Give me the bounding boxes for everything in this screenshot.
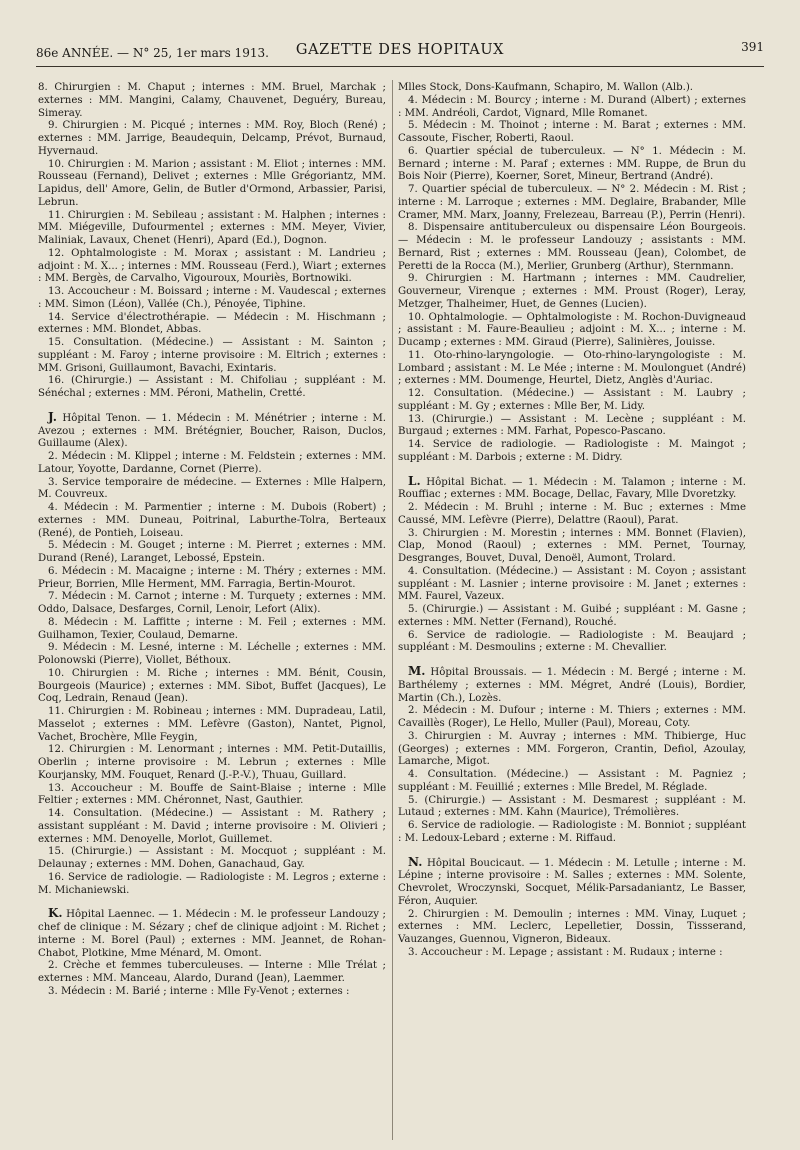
service-entry xyxy=(38,210,386,248)
service-entry xyxy=(398,947,746,960)
entry-text: 4. Consultation. (Médecine.) — Assistant : M. Pagniez ; suppléant : M. Feuillié ; externes : Mlle Bredel, M. Réglade. xyxy=(398,769,746,793)
entry-text: 2. Médecin : M. Klippel ; interne : M. Feldstein ; externes : MM. Latour, Yoyotte, Dardanne, Cornet (Pierre). xyxy=(38,451,386,475)
service-entry xyxy=(38,744,386,782)
entry-text: 16. (Chirurgie.) — Assistant : M. Chifoliau ; suppléant : M. Sénéchal ; externes : MM. Péroni, Mathelin, Cretté. xyxy=(38,375,386,399)
service-entry xyxy=(38,451,386,477)
entry-text: 15. (Chirurgie.) — Assistant : M. Mocquot ; suppléant : M. Delaunay ; externes : MM. Dohen, Ganachaud, Gay. xyxy=(38,846,386,870)
service-entry xyxy=(398,502,746,528)
service-entry xyxy=(38,872,386,898)
entry-text: 12. Chirurgien : M. Lenormant ; internes : MM. Petit-Dutaillis, Oberlin ; interne provisoire : M. Lebrun ; externes : Mlle Kourjansky, MM. Fouquet, Renard (J.-P.-V.), Thuau, Guillard. xyxy=(38,744,386,781)
entry-text: 5. (Chirurgie.) — Assistant : M. Desmarest ; suppléant : M. Lutaud ; externes : MM. Kahn (Maurice), Trémolières. xyxy=(398,794,746,819)
journal-title: GAZETTE DES HOPITAUX xyxy=(295,42,505,58)
section-letter: L. xyxy=(408,473,421,488)
service-entry xyxy=(398,439,746,465)
entry-text: 13. Accoucheur : M. Boissard ; interne : M. Vaudescal ; externes : MM. Simon (Léon), Vallée (Ch.), Pénoyée, Tiphine. xyxy=(38,286,386,310)
entry-text: 13. (Chirurgie.) — Assistant : M. Lecène ; suppléant : M. Burgaud ; externes : MM. Farhat, Popesco-Pascano. xyxy=(398,413,746,438)
service-entry xyxy=(398,630,746,656)
hospital-section-heading-paragraph xyxy=(398,475,746,503)
entry-text: 11. Chirurgien : M. Robineau ; internes : MM. Dupradeau, Latil, Masselot ; externes : MM. Lefèvre (Gaston), Nantet, Pignol, Vachet, Brochère, Mlle Feygin, xyxy=(38,706,386,743)
entry-text: 15. Consultation. (Médecine.) — Assistant : M. Sainton ; suppléant : M. Faroy ; interne provisoire : M. Eltrich ; externes : MM. Grisoni, Guillaumont, Bavachi, Exintaris. xyxy=(38,337,386,374)
service-entry xyxy=(398,222,746,273)
service-entry xyxy=(398,705,746,731)
entry-text: 6. Médecin : M. Macaigne ; interne : M. Théry ; externes : MM. Prieur, Borrien, Mlle Herment, MM. Farragia, Bertin-Mourot. xyxy=(38,565,386,590)
service-entry xyxy=(38,540,386,566)
entry-text: 10. Chirurgien : M. Riche ; internes : MM. Bénit, Cousin, Bourgeois (Maurice) ; externes : MM. Sibot, Buffet (Jacques), Le Coq, Ledrain, Renaud (Jean). xyxy=(38,667,386,705)
service-entry xyxy=(38,312,386,338)
entry-text: 8. Chirurgien : M. Chaput ; internes : MM. Bruel, Marchak ; externes : MM. Mangini, Calamy, Chauvenet, Deguéry, Bureau, Simeray. xyxy=(38,82,386,119)
service-entry xyxy=(38,375,386,401)
entry-text: 9. Chirurgien : M. Picqué ; internes : MM. Roy, Bloch (René) ; externes : MM. Jarrige, Beaudequin, Delcamp, Prévot, Burnaud, Hyvernaud. xyxy=(38,120,386,157)
entry-text: 3. Accoucheur : M. Lepage ; assistant : M. Rudaux ; interne : xyxy=(408,946,723,958)
service-entry xyxy=(398,95,746,121)
section-letter: K. xyxy=(48,906,63,921)
page-header xyxy=(36,40,764,67)
service-entry xyxy=(38,591,386,617)
entry-text: 3. Chirurgien : M. Morestin ; internes : MM. Bonnet (Flavien), Clap, Monod (Raoul) ; externes : MM. Pernet, Tournay, Desgranges, Bouvet, Duval, Denoël, Aumont, Trolard. xyxy=(398,527,746,564)
entry-text: 4. Médecin : M. Bourcy ; interne : M. Durand (Albert) ; externes : MM. Andréoli, Cardot, Vignard, Mlle Romanet. xyxy=(398,94,746,119)
section-letter: J. xyxy=(48,409,57,424)
service-entry xyxy=(398,528,746,566)
entry-text: 5. Médecin : M. Gouget ; interne : M. Pierret ; externes : MM. Durand (René), Laranget, Lebossé, Epstein. xyxy=(38,540,386,564)
entry-text: 4. Consultation. (Médecine.) — Assistant : M. Coyon ; assistant suppléant : M. Lasnier ; interne provisoire : M. Janet ; externes : MM. Faurel, Vazeux. xyxy=(398,565,746,603)
service-entry xyxy=(398,273,746,311)
service-entry xyxy=(398,566,746,604)
entry-text: Hôpital Bichat. — 1. Médecin : M. Talamon ; interne : M. Rouffiac ; externes : MM. Bocage, Dellac, Favary, Mlle Dvoretzky. xyxy=(398,476,746,501)
service-entry xyxy=(398,146,746,184)
service-entry xyxy=(38,248,386,286)
entry-text: Hôpital Boucicaut. — 1. Médecin : M. Letulle ; interne : M. Lépine ; interne provisoire : M. Salles ; externes : MM. Solente, Chevrolet, Wroczynski, Socquet, Mélik-Parsadaniantz, Le Basser, Féron, Auquier. xyxy=(398,857,746,907)
entry-text: 10. Ophtalmologie. — Ophtalmologiste : M. Rochon-Duvigneaud ; assistant : M. Faure-Beaulieu ; adjoint : M. X... ; interne : M. Ducamp ; externes : MM. Giraud (Pierre), Salinières, Jouisse. xyxy=(398,311,746,348)
column-divider xyxy=(392,80,393,1140)
service-entry xyxy=(398,795,746,821)
entry-text: 14. Consultation. (Médecine.) — Assistant : M. Rathery ; assistant suppléant : M. David ; interne provisoire : M. Olivieri ; externes : MM. Denoyelle, Morlot, Guillemet. xyxy=(38,808,386,845)
entry-text: 9. Médecin : M. Lesné, interne : M. Léchelle ; externes : MM. Polonowski (Pierre), Viollet, Béthoux. xyxy=(38,642,386,666)
entry-text: Hôpital Tenon. — 1. Médecin : M. Ménétrier ; interne : M. Avezou ; externes : MM. Brétégnier, Boucher, Raison, Duclos, Guillaume (Alex). xyxy=(38,412,386,450)
hospital-section-heading-paragraph xyxy=(398,665,746,705)
entry-text: 6. Quartier spécial de tuberculeux. — N° 1. Médecin : M. Bernard ; interne : M. Paraf ; externes : MM. Ruppe, de Brun du Bois Noir (Pierre), Koerner, Soret, Mineur, Bertrand (André). xyxy=(398,145,746,183)
service-entry xyxy=(398,820,746,846)
entry-text: 8. Dispensaire antituberculeux ou dispensaire Léon Bourgeois. — Médecin : M. le professeur Landouzy ; assistants : MM. Bernard, Rist ; externes : MM. Rousseau (Jean), Colombet, de Peretti de la Rocca (M.), Merlier, Grunberg (Arthur), Sternmann. xyxy=(398,222,746,272)
service-entry xyxy=(398,312,746,350)
page-number: 391 xyxy=(741,40,764,54)
service-entry xyxy=(398,731,746,769)
entry-text: 2. Médecin : M. Bruhl ; interne : M. Buc ; externes : Mme Caussé, MM. Lefèvre (Pierre), Delattre (Raoul), Parat. xyxy=(398,502,746,526)
service-entry xyxy=(38,986,386,999)
service-entry xyxy=(38,783,386,809)
section-letter: M. xyxy=(408,664,426,678)
service-entry xyxy=(398,909,746,947)
service-entry xyxy=(38,846,386,872)
entry-text: 2. Chirurgien : M. Demoulin ; internes : MM. Vinay, Luquet ; externes : MM. Leclerc, Lepelletier, Dossin, Tissserand, Vauzanges, Guennou, Vigneron, Bideaux. xyxy=(398,908,746,945)
entry-text: 3. Service temporaire de médecine. — Externes : Mlle Halpern, M. Couvreux. xyxy=(38,476,386,501)
entry-text: 2. Crèche et femmes tuberculeuses. — Interne : Mlle Trélat ; externes : MM. Manceau, Alardo, Durand (Jean), Laemmer. xyxy=(38,960,386,984)
service-entry xyxy=(398,388,746,414)
entry-text: 11. Oto-rhino-laryngologie. — Oto-rhino-laryngologiste : M. Lombard ; assistant : M. Le Mée ; interne : M. Moulonguet (André) ; externes : MM. Doumenge, Heurtel, Dietz, Anglès d'Auriac. xyxy=(398,349,746,387)
service-entry xyxy=(38,286,386,312)
entry-text: Hôpital Laennec. — 1. Médecin : M. le professeur Landouzy ; chef de clinique : M. Sézary ; chef de clinique adjoint : M. Richet ; interne : M. Borel (Paul) ; externes : MM. Jeannet, de Rohan-Chabot, Plotkine, Mme Ménard, M. Omont. xyxy=(38,909,386,959)
entry-text: 12. Consultation. (Médecine.) — Assistant : M. Laubry ; suppléant : M. Gy ; externes : Mlle Ber, M. Lidy. xyxy=(398,388,746,412)
entry-text: 8. Médecin : M. Laffitte ; interne : M. Feil ; externes : MM. Guilhamon, Texier, Coulaud, Demarne. xyxy=(38,616,386,641)
entry-text: 14. Service de radiologie. — Radiologiste : M. Maingot ; suppléant : M. Darbois ; externe : M. Didry. xyxy=(398,439,746,463)
service-entry xyxy=(398,769,746,795)
service-entry xyxy=(38,960,386,986)
hospital-section-heading-paragraph xyxy=(38,907,386,960)
entry-text: 7. Quartier spécial de tuberculeux. — N° 2. Médecin : M. Rist ; interne : M. Larroque ; externes : MM. Deglaire, Brabander, Mlle Cramer, MM. Marx, Joanny, Frelezeau, Barreau (P.), Perrin (Henri). xyxy=(398,184,746,221)
service-entry xyxy=(38,120,386,158)
service-entry xyxy=(38,82,386,120)
entry-text: 2. Médecin : M. Dufour ; interne : M. Thiers ; externes : MM. Cavaillès (Roger), Le Hello, Muller (Paul), Moreau, Coty. xyxy=(398,705,746,729)
service-entry xyxy=(38,159,386,210)
service-entry xyxy=(398,414,746,440)
service-entry xyxy=(398,120,746,146)
hospital-section-heading-paragraph xyxy=(38,411,386,451)
service-entry xyxy=(398,82,746,95)
entry-text: 9. Chirurgien : M. Hartmann ; internes : MM. Caudrelier, Gouverneur, Virenque ; externes : MM. Proust (Roger), Leray, Metzger, Thalheimer, Huet, de Gennes (Lucien). xyxy=(398,273,746,310)
entry-text: 14. Service d'électrothérapie. — Médecin : M. Hischmann ; externes : MM. Blondet, Abbas. xyxy=(38,311,386,336)
service-entry xyxy=(38,617,386,643)
right-column xyxy=(398,82,746,960)
service-entry xyxy=(398,604,746,630)
left-column xyxy=(38,82,386,999)
entry-text: 11. Chirurgien : M. Sebileau ; assistant : M. Halphen ; internes : MM. Miégeville, Dufourmentel ; externes : MM. Meyer, Vivier, Maliniak, Lavaux, Chenet (Henri), Apard (Ed.), Dognon. xyxy=(38,209,386,246)
entry-text: Mlles Stock, Dons-Kaufmann, Schapiro, M. Wallon (Alb.). xyxy=(398,82,694,93)
entry-text: 6. Service de radiologie. — Radiologiste : M. Bonniot ; suppléant : M. Ledoux-Lebard ; externe : M. Riffaud. xyxy=(398,820,746,844)
entry-text: 3. Chirurgien : M. Auvray ; internes : MM. Thibierge, Huc (Georges) ; externes : MM. Forgeron, Crantin, Defiol, Azoulay, Lamarche, Migot. xyxy=(398,730,746,768)
section-letter: N. xyxy=(408,854,423,869)
service-entry xyxy=(38,642,386,668)
issue-line: 86e ANNÉE. — N° 25, 1er mars 1913. xyxy=(36,46,269,60)
entry-text: Hôpital Broussais. — 1. Médecin : M. Bergé ; interne : M. Barthélemy ; externes : MM. Mégret, André (Louis), Bordier, Martin (Ch.), Lozès. xyxy=(398,667,746,704)
entry-text: 4. Médecin : M. Parmentier ; interne : M. Dubois (Robert) ; externes : MM. Duneau, Poitrinal, Laburthe-Tolra, Berteaux (René), de Pontieh, Loiseau. xyxy=(38,502,386,539)
entry-text: 16. Service de radiologie. — Radiologiste : M. Legros ; externe : M. Michaniewski. xyxy=(38,871,386,896)
service-entry xyxy=(38,668,386,706)
service-entry xyxy=(38,337,386,375)
service-entry xyxy=(38,477,386,503)
service-entry xyxy=(38,566,386,592)
entry-text: 6. Service de radiologie. — Radiologiste : M. Beaujard ; suppléant : M. Desmoulins ; externe : M. Chevallier. xyxy=(398,629,746,654)
entry-text: 10. Chirurgien : M. Marion ; assistant : M. Eliot ; internes : MM. Rousseau (Fernand), Delivet ; externes : Mlle Grégoriantz, MM. Lapidus, dell' Amore, Gelin, de Butler d'Ormond, Arbassier, Parisi, Lebrun. xyxy=(38,158,386,208)
entry-text: 12. Ophtalmologiste : M. Morax ; assistant : M. Landrieu ; adjoint : M. X... ; internes : MM. Rousseau (Ferd.), Wiart ; externes : MM. Bergès, de Carvalho, Vigouroux, Mouriès, Bortnowiki. xyxy=(38,247,386,285)
service-entry xyxy=(38,808,386,846)
entry-text: 7. Médecin : M. Carnot ; interne : M. Turquety ; externes : MM. Oddo, Dalsace, Desfarges, Cornil, Lenoir, Lefort (Alix). xyxy=(38,591,386,615)
entry-text: 13. Accoucheur : M. Bouffe de Saint-Blaise ; interne : Mlle Feltier ; externes : MM. Chéronnet, Nast, Gauthier. xyxy=(38,782,386,807)
entry-text: 3. Médecin : M. Barié ; interne : Mlle Fy-Venot ; externes : xyxy=(48,985,350,997)
service-entry xyxy=(398,184,746,222)
service-entry xyxy=(38,706,386,744)
hospital-section-heading-paragraph xyxy=(398,856,746,909)
entry-text: 5. Médecin : M. Thoinot ; interne : M. Barat ; externes : MM. Cassoute, Fischer, Roberti, Raoul. xyxy=(398,120,746,144)
service-entry xyxy=(38,502,386,540)
entry-text: 5. (Chirurgie.) — Assistant : M. Guibé ; suppléant : M. Gasne ; externes : MM. Netter (Fernand), Rouché. xyxy=(398,604,746,628)
service-entry xyxy=(398,350,746,388)
